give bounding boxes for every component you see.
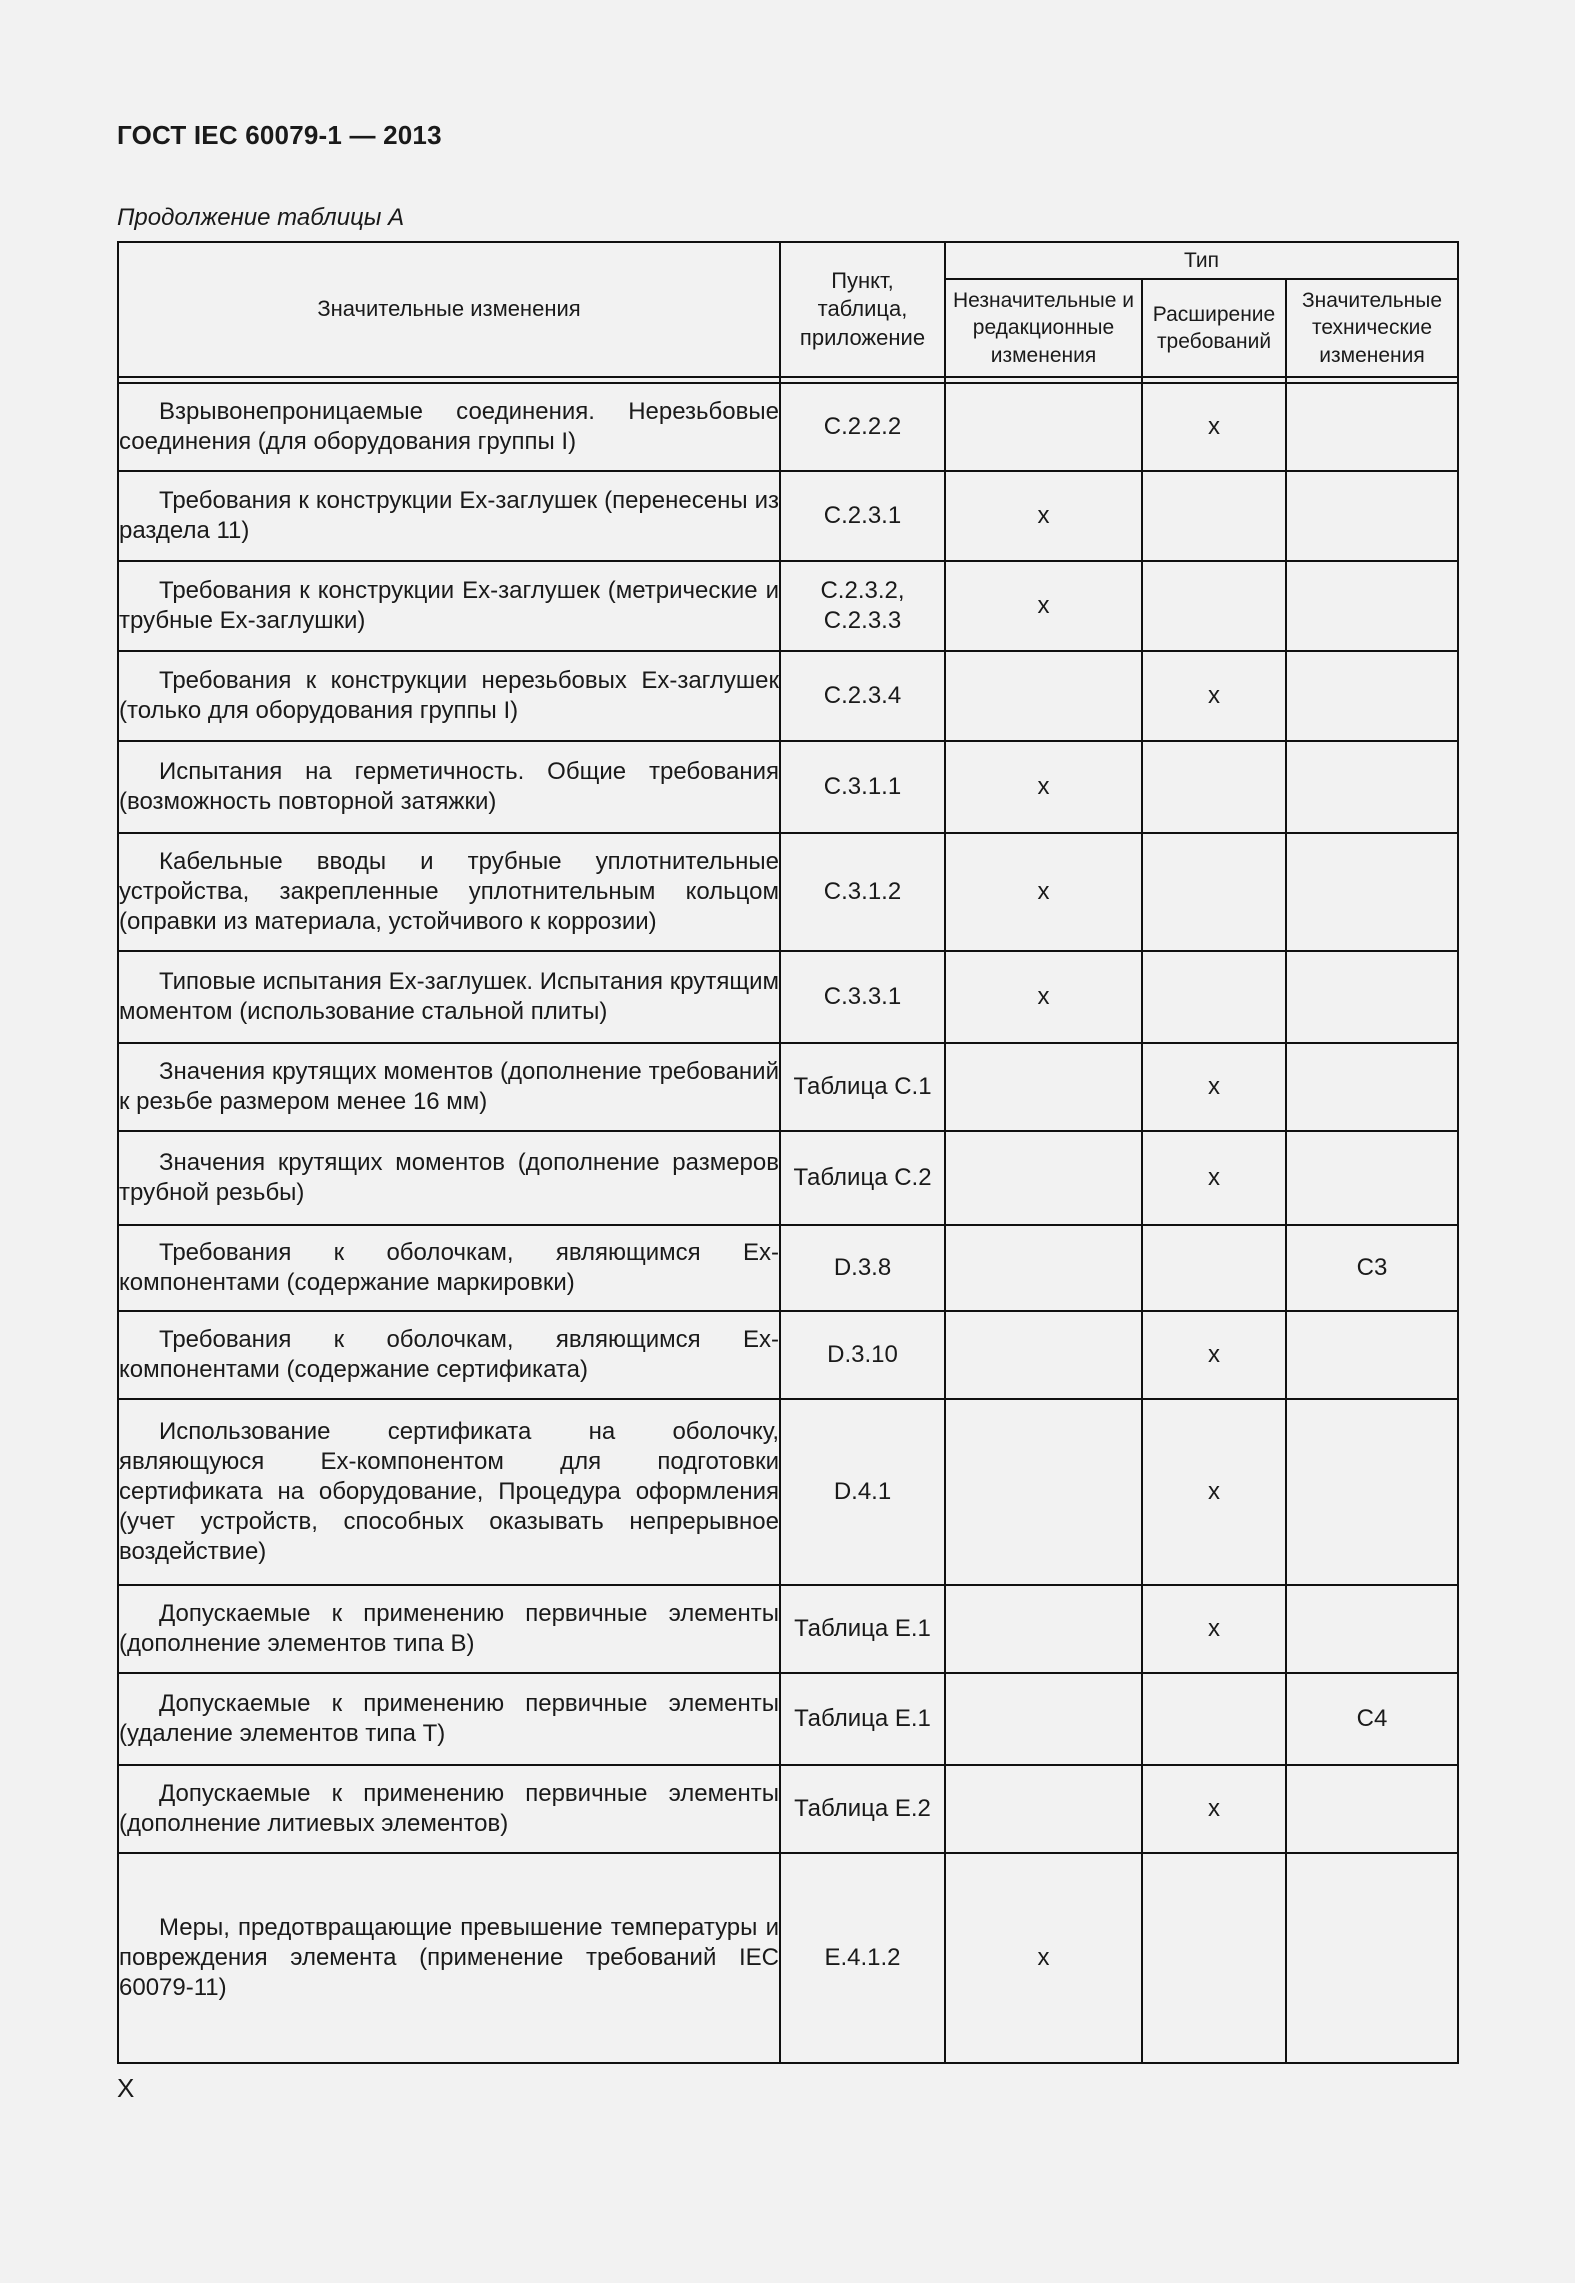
table-row [118,651,1458,741]
header-minor: Незначительные и редакционные изменения [945,279,1142,377]
clause-reference: C.2.3.2, C.2.3.3 [780,561,945,651]
mark-extension: x [1142,1131,1286,1225]
mark-minor [945,1399,1142,1585]
change-description: Использование сертификата на оболочку, являющуюся Ех-компонентом для подготовки сертификата на оборудование, Процедура оформления (учет устройств, способных оказывать непрерывное воздействие) [118,1399,780,1585]
mark-minor [945,1673,1142,1765]
mark-minor [945,1311,1142,1399]
change-description: Взрывонепроницаемые соединения. Нерезьбовые соединения (для оборудования группы I) [118,383,780,471]
table-row [118,951,1458,1043]
header-changes: Значительные изменения [118,242,780,377]
change-description: Допускаемые к применению первичные элементы (удаление элементов типа T) [118,1673,780,1765]
mark-major [1286,741,1458,833]
mark-minor [945,1225,1142,1311]
mark-minor: x [945,561,1142,651]
mark-major [1286,1043,1458,1131]
table-row [118,383,1458,471]
header-type: Тип [945,242,1458,279]
mark-extension [1142,741,1286,833]
mark-extension: x [1142,1311,1286,1399]
mark-minor: x [945,471,1142,561]
header-major: Значительные технические изменения [1286,279,1458,377]
change-description: Допускаемые к применению первичные элементы (дополнение литиевых элементов) [118,1765,780,1853]
table-row [118,1311,1458,1399]
table-row [118,1225,1458,1311]
clause-reference: Таблица C.1 [780,1043,945,1131]
change-description: Требования к конструкции Ех-заглушек (перенесены из раздела 11) [118,471,780,561]
change-description: Кабельные вводы и трубные уплотнительные устройства, закрепленные уплотнительным кольцом (оправки из материала, устойчивого к коррозии) [118,833,780,951]
mark-extension [1142,471,1286,561]
clause-reference: C.2.3.1 [780,471,945,561]
mark-major: C3 [1286,1225,1458,1311]
mark-major [1286,383,1458,471]
clause-reference: Таблица C.2 [780,1131,945,1225]
change-description: Значения крутящих моментов (дополнение требований к резьбе размером менее 16 мм) [118,1043,780,1131]
document-header: ГОСТ IEC 60079-1 — 2013 [117,120,442,150]
mark-extension [1142,1225,1286,1311]
mark-extension: x [1142,383,1286,471]
mark-minor: x [945,741,1142,833]
table-row [118,1765,1458,1853]
mark-minor: x [945,951,1142,1043]
mark-major [1286,1399,1458,1585]
clause-reference: C.2.2.2 [780,383,945,471]
clause-reference: E.4.1.2 [780,1853,945,2063]
header-extension: Расширение требований [1142,279,1286,377]
mark-minor [945,1131,1142,1225]
mark-extension: x [1142,1043,1286,1131]
change-description: Требования к оболочкам, являющимся Ех-компонентами (содержание сертификата) [118,1311,780,1399]
clause-reference: Таблица E.1 [780,1585,945,1673]
clause-reference: Таблица E.2 [780,1765,945,1853]
clause-reference: D.4.1 [780,1399,945,1585]
changes-table [117,241,1459,2064]
mark-extension [1142,951,1286,1043]
mark-major [1286,1311,1458,1399]
clause-reference: D.3.10 [780,1311,945,1399]
clause-reference: C.3.1.2 [780,833,945,951]
table-row [118,1673,1458,1765]
table-row [118,741,1458,833]
change-description: Допускаемые к применению первичные элементы (дополнение элементов типа B) [118,1585,780,1673]
mark-extension [1142,833,1286,951]
clause-reference: Таблица E.1 [780,1673,945,1765]
mark-major [1286,833,1458,951]
mark-minor: x [945,1853,1142,2063]
mark-extension [1142,561,1286,651]
table-caption: Продолжение таблицы А [117,204,405,231]
change-description: Меры, предотвращающие превышение температуры и повреждения элемента (применение требований IEC 60079-11) [118,1853,780,2063]
page-footer: X [117,2073,135,2103]
table-row [118,561,1458,651]
mark-major [1286,561,1458,651]
change-description: Испытания на герметичность. Общие требования (возможность повторной затяжки) [118,741,780,833]
change-description: Типовые испытания Ех-заглушек. Испытания крутящим моментом (использование стальной плиты) [118,951,780,1043]
mark-major [1286,1131,1458,1225]
table-row [118,833,1458,951]
mark-extension [1142,1673,1286,1765]
mark-minor: x [945,833,1142,951]
clause-reference: C.2.3.4 [780,651,945,741]
table-row [118,1585,1458,1673]
mark-major [1286,1853,1458,2063]
mark-major [1286,1765,1458,1853]
clause-reference: D.3.8 [780,1225,945,1311]
mark-major [1286,651,1458,741]
table-row [118,1043,1458,1131]
change-description: Значения крутящих моментов (дополнение размеров трубной резьбы) [118,1131,780,1225]
table-row [118,1131,1458,1225]
mark-major: C4 [1286,1673,1458,1765]
mark-major [1286,471,1458,561]
clause-reference: C.3.1.1 [780,741,945,833]
header-clause: Пункт, таблица, приложение [780,242,945,377]
mark-major [1286,1585,1458,1673]
mark-extension: x [1142,1399,1286,1585]
change-description: Требования к конструкции нерезьбовых Ех-заглушек (только для оборудования группы I) [118,651,780,741]
mark-extension: x [1142,651,1286,741]
mark-minor [945,651,1142,741]
change-description: Требования к оболочкам, являющимся Ех-компонентами (содержание маркировки) [118,1225,780,1311]
mark-extension [1142,1853,1286,2063]
mark-minor [945,1585,1142,1673]
mark-extension: x [1142,1765,1286,1853]
mark-minor [945,1765,1142,1853]
clause-reference: C.3.3.1 [780,951,945,1043]
table-row [118,1399,1458,1585]
change-description: Требования к конструкции Ех-заглушек (метрические и трубные Ех-заглушки) [118,561,780,651]
table-row [118,1853,1458,2063]
mark-major [1286,951,1458,1043]
mark-extension: x [1142,1585,1286,1673]
mark-minor [945,1043,1142,1131]
table-row [118,471,1458,561]
mark-minor [945,383,1142,471]
